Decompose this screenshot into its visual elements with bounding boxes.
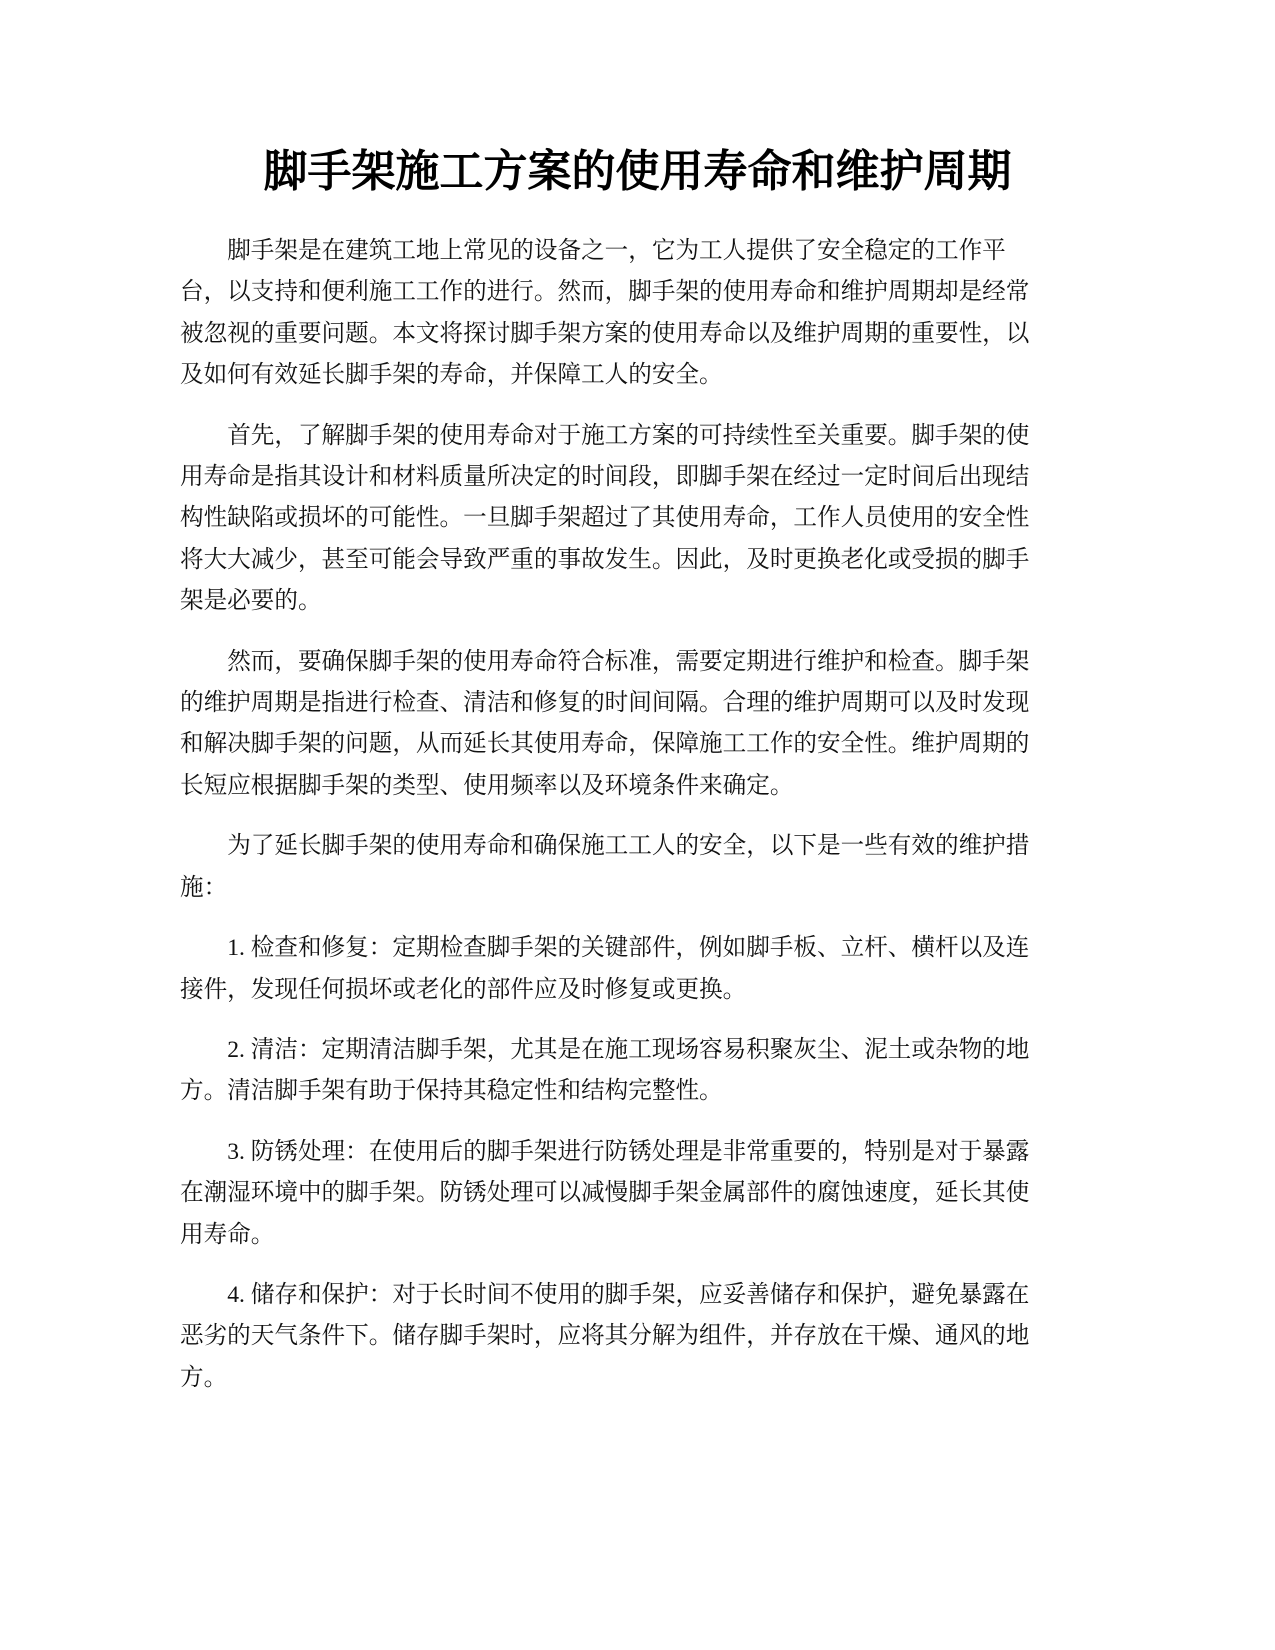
list-item-inspection-repair: 1. 检查和修复：定期检查脚手架的关键部件，例如脚手板、立杆、横杆以及连接件，发现任何损坏或老化的部件应及时修复或更换。 — [180, 935, 1030, 1003]
list-item-storage-protection: 4. 储存和保护：对于长时间不使用的脚手架，应妥善储存和保护，避免暴露在恶劣的天气条件下。储存脚手架时，应将其分解为组件，并存放在干燥、通风的地方。 — [180, 1281, 1030, 1391]
document-title: 脚手架施工方案的使用寿命和维护周期 — [263, 147, 1012, 196]
paragraph-measures-intro: 为了延长脚手架的使用寿命和确保施工工人的安全，以下是一些有效的维护措施： — [180, 833, 1030, 901]
paragraph-maintenance-cycle: 然而，要确保脚手架的使用寿命符合标准，需要定期进行维护和检查。脚手架的维护周期是指进行检查、清洁和修复的时间间隔。合理的维护周期可以及时发现和解决脚手架的问题，从而延长其使用寿命，保障施工工作的安全性。维护周期的长短应根据脚手架的类型、使用频率以及环境条件来确定。 — [180, 648, 1030, 799]
list-item-cleaning: 2. 清洁：定期清洁脚手架，尤其是在施工现场容易积聚灰尘、泥土或杂物的地方。清洁脚手架有助于保持其稳定性和结构完整性。 — [180, 1036, 1030, 1105]
paragraph-service-life: 首先，了解脚手架的使用寿命对于施工方案的可持续性至关重要。脚手架的使用寿命是指其设计和材料质量所决定的时间段，即脚手架在经过一定时间后出现结构性缺陷或损坏的可能性。一旦脚手架超过了其使用寿命，工作人员使用的安全性将大大减少，甚至可能会导致严重的事故发生。因此，及时更换老化或受损的脚手架是必要的。 — [180, 422, 1030, 615]
document-body — [180, 231, 1038, 1418]
list-item-rust-prevention: 3. 防锈处理：在使用后的脚手架进行防锈处理是非常重要的，特别是对于暴露在潮湿环境中的脚手架。防锈处理可以减慢脚手架金属部件的腐蚀速度，延长其使用寿命。 — [180, 1138, 1030, 1248]
paragraph-introduction: 脚手架是在建筑工地上常见的设备之一，它为工人提供了安全稳定的工作平台，以支持和便利施工工作的进行。然而，脚手架的使用寿命和维护周期却是经常被忽视的重要问题。本文将探讨脚手架方案的使用寿命以及维护周期的重要性，以及如何有效延长脚手架的寿命，并保障工人的安全。 — [180, 238, 1030, 389]
